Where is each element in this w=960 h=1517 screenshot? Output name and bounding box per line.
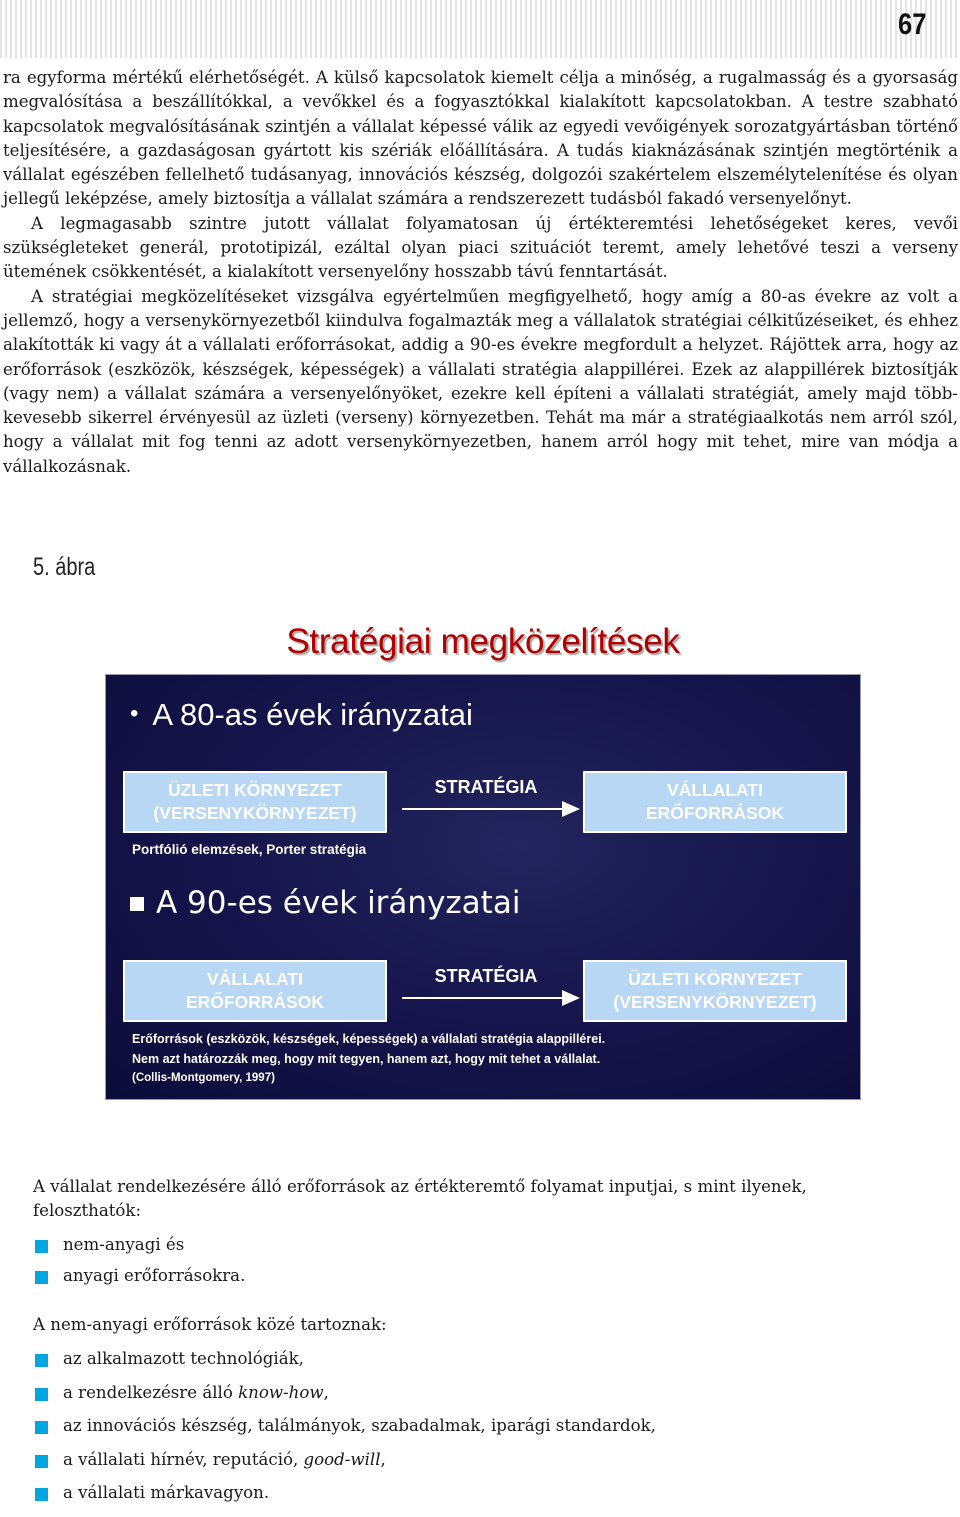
heading-90s-text: A 90-es évek irányzatai xyxy=(156,885,521,921)
heading-80s xyxy=(130,697,473,733)
note-80s: Portfólió elemzések, Porter stratégia xyxy=(132,842,367,857)
note-90s-citation: (Collis-Montgomery, 1997) xyxy=(132,1072,275,1084)
list-item xyxy=(35,1450,656,1484)
list-item xyxy=(35,1416,656,1450)
strategy-label-90: STRATÉGIA xyxy=(434,966,538,986)
nonmaterial-resources-list xyxy=(35,1349,656,1517)
box-line: VÁLLALATI xyxy=(667,780,763,800)
square-bullet-icon xyxy=(35,1455,48,1468)
figure-caption: 5. ábra xyxy=(33,553,96,581)
list-item-punct: , xyxy=(323,1382,329,1402)
box-line: ÜZLETI KÖRNYEZET xyxy=(167,780,343,800)
list-item xyxy=(35,1349,656,1383)
nonmaterial-intro: A nem-anyagi erőforrások közé tartoznak: xyxy=(33,1315,387,1334)
list-item xyxy=(35,1483,656,1517)
list-item xyxy=(35,1266,245,1297)
list-item-emphasis: good-will xyxy=(303,1449,381,1469)
list-item-punct: , xyxy=(380,1449,386,1469)
square-bullet-icon xyxy=(130,897,144,911)
heading-80s-text: A 80-as évek irányzatai xyxy=(152,697,473,732)
box-line: VÁLLALATI xyxy=(207,969,303,989)
bullet-icon: • xyxy=(130,700,139,727)
strategy-label-80: STRATÉGIA xyxy=(434,777,538,797)
square-bullet-icon xyxy=(35,1388,48,1401)
note-90s-line-2: Nem azt határozzák meg, hogy mit tegyen, hanem azt, hogy mit tehet a vállalat. xyxy=(132,1052,601,1066)
box-business-environment-80 xyxy=(123,771,387,833)
paragraph-1: ra egyforma mértékű elérhetőségét. A külső kapcsolatok kiemelt célja a minőség, a rugalmasság és a gyorsaság megvalósítása a beszállítókkal, a vevőkkel és a fogyasztókkal kialakított kapcsolatokban. A testre szabható kapcsolatok megvalósításának szintjén a vállalat képessé válik az egyedi vevőigények sorozatgyártásban történő teljesítésére, a gazdaságosan gyártott kis szériák előállítására. A tudás kiaknázásának szintjén megtörténik a vállalat egészében fellelhető tudásanyag, innovációs készség, dolgozói szakértelem elszemélytelenítése és olyan jellegű leképzése, amely biztosítja a vállalat számára a rendszerezett tudásból fakadó versenyelőnyt. xyxy=(3,68,958,209)
square-bullet-icon xyxy=(35,1488,48,1501)
box-business-environment-90 xyxy=(583,960,847,1022)
box-line: ÜZLETI KÖRNYEZET xyxy=(627,969,803,989)
list-item-text: a rendelkezésre álló xyxy=(63,1382,239,1402)
body-text xyxy=(3,66,958,479)
square-bullet-icon xyxy=(35,1354,48,1367)
note-90s-line-1: Erőforrások (eszközök, készségek, képességek) a vállalati stratégia alappillérei. xyxy=(132,1032,606,1046)
square-bullet-icon xyxy=(35,1421,48,1434)
square-bullet-icon xyxy=(35,1240,48,1253)
resources-intro: A vállalat rendelkezésére álló erőforrások az értékteremtő folyamat inputjai, s mint ilyenek, feloszthatók: xyxy=(33,1177,807,1220)
box-line: (VERSENYKÖRNYEZET) xyxy=(613,992,817,1012)
list-item-text: az alkalmazott technológiák, xyxy=(63,1349,304,1368)
square-bullet-icon xyxy=(35,1271,48,1284)
heading-90s xyxy=(130,885,520,921)
list-item xyxy=(35,1235,245,1266)
arrow-right-icon xyxy=(402,799,582,819)
header-band xyxy=(0,0,960,58)
box-line: ERŐFORRÁSOK xyxy=(645,803,785,823)
paragraph-2: A legmagasabb szintre jutott vállalat folyamatosan új értékteremtési lehetőségeket keres, vevői szükségleteket generál, prototipizál, ezáltal olyan piaci szituációt teremt, amely lehetővé teszi a verseny ütemének csökkentését, a kialakított versenyelőny hosszabb távú fenntartását. xyxy=(3,213,958,282)
list-item-text: az innovációs készség, találmányok, szabadalmak, iparági standardok, xyxy=(63,1416,656,1435)
list-item-emphasis: know-how xyxy=(238,1382,324,1402)
list-item-text: anyagi erőforrásokra. xyxy=(63,1266,246,1285)
list-item xyxy=(35,1383,656,1417)
list-item-text: nem-anyagi és xyxy=(63,1235,185,1254)
box-resources-90 xyxy=(123,960,387,1022)
box-resources-80 xyxy=(583,771,847,833)
box-line: ERŐFORRÁSOK xyxy=(185,992,325,1012)
figure-title: Stratégiai megközelítések xyxy=(286,622,680,661)
strategy-slide xyxy=(105,674,861,1100)
list-item-text: a vállalati márkavagyon. xyxy=(63,1483,270,1502)
box-line: (VERSENYKÖRNYEZET) xyxy=(153,803,357,823)
paragraph-3: A stratégiai megközelítéseket vizsgálva egyértelműen megfigyelhető, hogy amíg a 80-as évekre az volt a jellemző, hogy a versenykörnyezetből kiindulva fogalmazták meg a vállalatok stratégiai célkitűzéseiket, és ehhez alakították ki vagy át a vállalati erőforrásokat, addig a 90-es évekre megfordult a helyzet. Rájöttek arra, hogy az erőforrások (eszközök, készségek, képességek) a vállalati stratégia alappillérei. Ezek az alappillérek biztosítják (vagy nem) a vállalat számára a versenyelőnyöket, ezekre kell építeni a vállalati stratégiát, amely majd több-kevesebb sikerrel érvényesül az üzleti (verseny) környezetben. Tehát ma már a stratégiaalkotás nem arról szól, hogy a vállalat mit fog tenni az adott versenykörnyezetben, hanem arról hogy mit tehet, mire van módja a vállalkozásnak. xyxy=(3,286,958,476)
list-item-text: a vállalati hírnév, reputáció, xyxy=(63,1449,304,1469)
page-number: 67 xyxy=(897,8,926,41)
resource-types-list xyxy=(35,1235,245,1297)
arrow-right-icon xyxy=(402,988,582,1008)
